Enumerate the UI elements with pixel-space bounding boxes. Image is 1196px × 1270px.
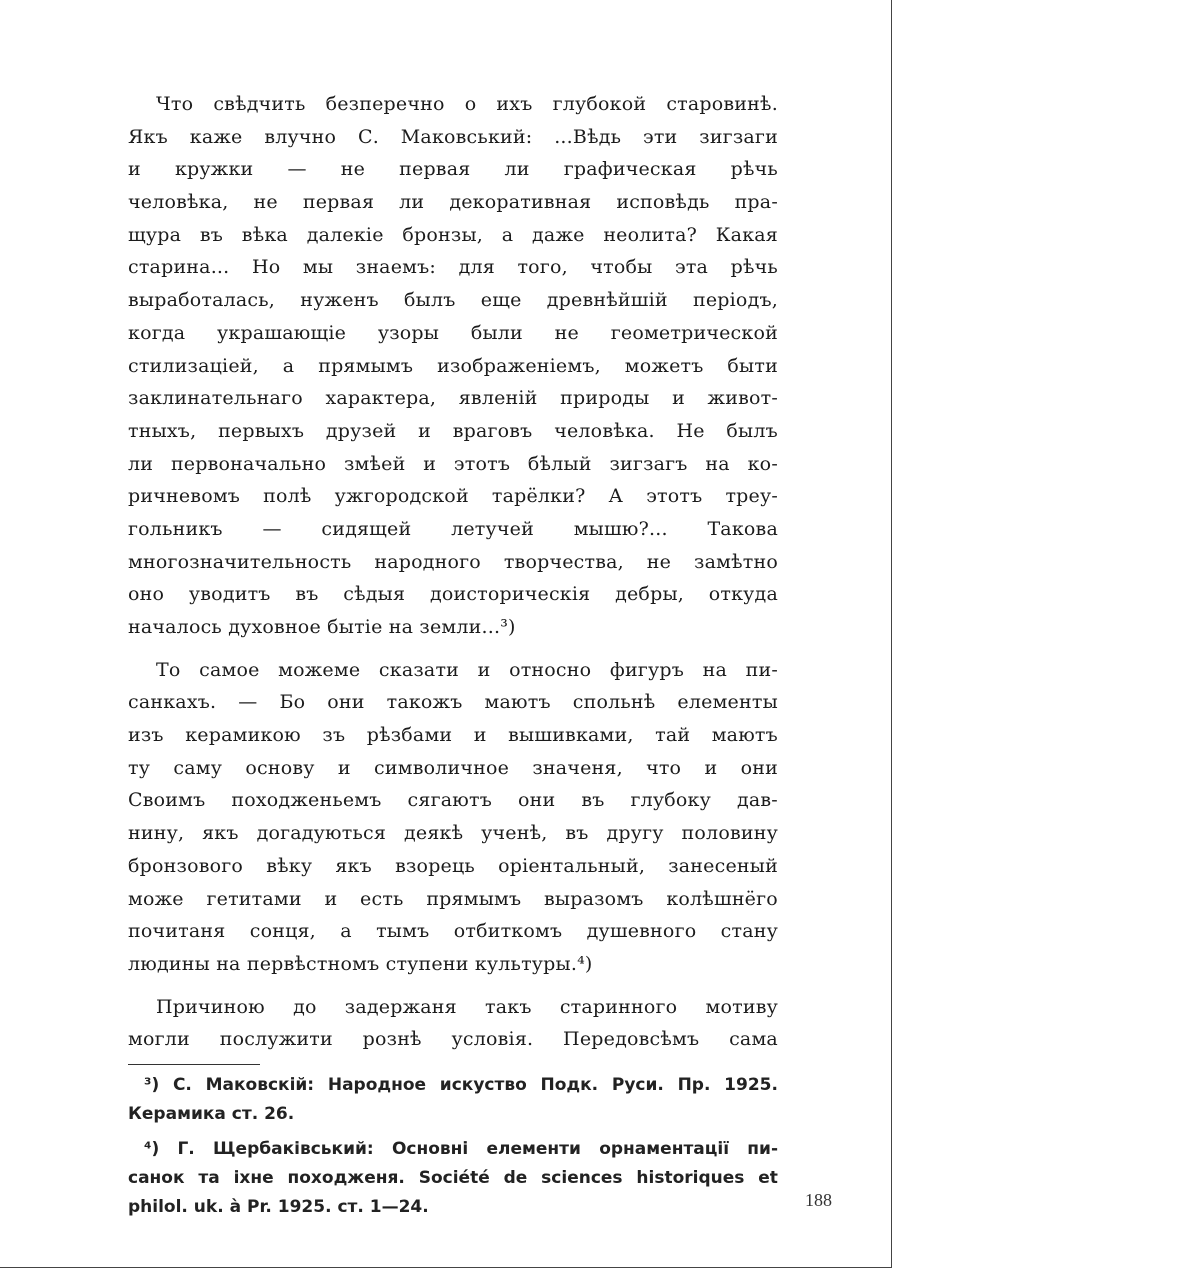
text-line: санкахъ. — Бо они такожъ маютъ спольнѣ елементы	[128, 691, 778, 714]
paragraph-3	[128, 991, 778, 1056]
paragraph-1	[128, 88, 778, 644]
text-line: Причиною до задержаня такъ старинного мотиву	[156, 995, 778, 1018]
text-line: и кружки — не первая ли графическая рѣчь	[128, 158, 778, 181]
text-line: могли послужити рознѣ условія. Передовсѣмъ сама	[128, 1028, 778, 1051]
text-line: людины на первѣстномъ ступени культуры.⁴)	[128, 952, 593, 975]
text-line: Что свѣдчить безперечно о ихъ глубокой старовинѣ.	[156, 93, 778, 115]
text-line: Якъ каже влучно С. Маковський: ...Вѣдь эти зигзаги	[128, 125, 778, 148]
text-line: Своимъ походженьемъ сягаютъ они въ глубоку дав-	[128, 789, 778, 812]
text-line: человѣка, не первая ли декоративная исповѣдь пра-	[128, 191, 778, 214]
text-line: То самое можеме сказати и относно фигуръ на пи-	[156, 658, 778, 681]
page-number: 188	[805, 1190, 832, 1210]
text-line: щура въ вѣка далекіе бронзы, а даже неолита? Какая	[128, 223, 778, 246]
text-line: ли первоначально змѣей и этотъ бѣлый зигзагъ на ко-	[128, 452, 778, 475]
text-line: ту саму основу и символичное значеня, что и они	[128, 756, 778, 779]
text-line: нину, якъ догадуються деякѣ ученѣ, въ другу половину	[128, 822, 778, 845]
paragraph-2	[128, 654, 778, 981]
page-body	[128, 88, 778, 1222]
text-line: ричневомъ полѣ ужгородской тарёлки? А этотъ треу-	[128, 485, 778, 508]
text-line: заклинательнаго характера, явленій природы и живот-	[128, 387, 778, 410]
footnote-line: ³) С. Маковскій: Народное искуство Подк. Руси. Пр. 1925.	[144, 1074, 778, 1095]
text-line: почитаня сонця, а тымъ отбиткомъ душевного стану	[128, 920, 778, 943]
text-line: многозначительность народного творчества, не замѣтно	[128, 550, 778, 573]
footnote-4	[128, 1135, 778, 1222]
footnote-line: philol. uk. à Pr. 1925. ст. 1—24.	[128, 1196, 429, 1217]
text-line: изъ керамикою зъ рѣзбами и вышивками, тай маютъ	[128, 724, 778, 747]
text-line: когда украшающіе узоры были не геометрической	[128, 321, 778, 344]
text-line: може гетитами и есть прямымъ выразомъ колѣшнёго	[128, 887, 778, 910]
text-line: тныхъ, первыхъ друзей и враговъ человѣка. Не былъ	[128, 419, 778, 442]
footnote-divider	[128, 1064, 260, 1065]
text-line: старина... Но мы знаемъ: для того, чтобы эта рѣчь	[128, 256, 778, 279]
footnote-line: санок та іхне походженя. Société de sciences historiques et	[128, 1167, 778, 1188]
footnote-line: ⁴) Г. Щербаківський: Основні елементи орнаментації пи-	[144, 1138, 778, 1159]
text-line: гольникъ — сидящей летучей мышю?... Такова	[128, 517, 778, 540]
text-line: оно уводитъ въ сѣдыя доисторическія дебры, откуда	[128, 583, 778, 606]
text-line: началось духовное бытіе на земли...³)	[128, 616, 516, 638]
text-line: выработалась, нуженъ былъ еще древнѣйшій періодъ,	[128, 289, 778, 312]
text-line: бронзового вѣку якъ взорець оріентальный, занесеный	[128, 854, 778, 877]
text-line: стилизаціей, а прямымъ изображеніемъ, можетъ быти	[128, 354, 778, 377]
footnote-3	[128, 1071, 778, 1129]
footnote-line: Керамика ст. 26.	[128, 1103, 295, 1124]
